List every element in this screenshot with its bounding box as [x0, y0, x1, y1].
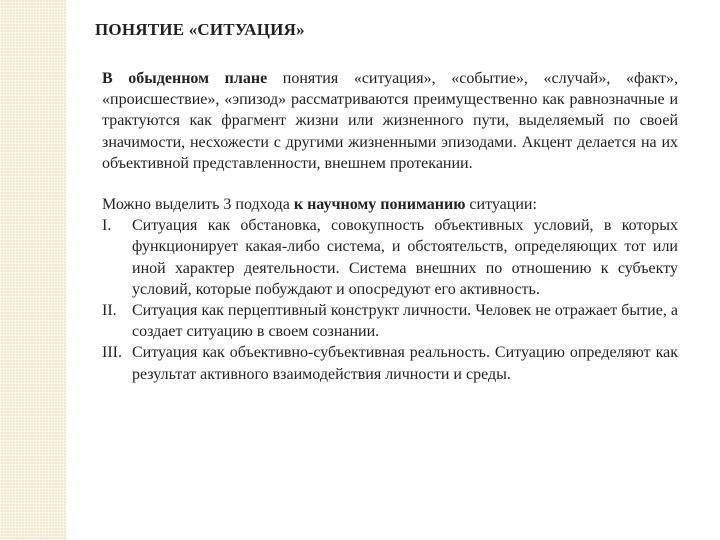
- list-item-number: II.: [102, 302, 117, 320]
- list-item-text: Ситуация как перцептивный конструкт личности. Человек не отражает бытие, а создает ситуацию в своем сознании.: [132, 302, 678, 341]
- approaches-list: [102, 215, 678, 385]
- approaches-intro-text: Можно выделить 3 подхода: [102, 196, 294, 214]
- list-item: [102, 342, 678, 384]
- approaches-intro-bold: к научному пониманию: [293, 196, 466, 214]
- list-item-number: III.: [102, 344, 122, 362]
- slide-title: ПОНЯТИЕ «СИТУАЦИЯ»: [95, 20, 305, 39]
- list-item: [102, 300, 678, 342]
- slide-content: [102, 68, 678, 385]
- approaches-intro: [102, 194, 678, 215]
- approaches-intro-end: ситуации:: [465, 196, 537, 214]
- list-item: [102, 215, 678, 300]
- everyday-meaning-text: понятия «ситуация», «событие», «случай», «факт», «происшествие», «эпизод» рассматриваются преимущественно как равнозначные и трактуются как фрагмент жизни или жизненного пути, выделяемый по своей значимости, несхожести с другими жизненными эпизодами. Акцент делается на их объективной представленности, внешнем протекании.: [102, 70, 679, 172]
- decorative-side-strip: [0, 0, 66, 540]
- list-item-number: I.: [102, 217, 112, 235]
- list-item-text: Ситуация как объективно-субъективная реальность. Ситуацию определяют как результат активного взаимодействия личности и среды.: [132, 344, 678, 383]
- everyday-meaning-paragraph: [102, 68, 678, 174]
- list-item-text: Ситуация как обстановка, совокупность объективных условий, в которых функционирует какая-либо система, и обстоятельств, определяющих тот или иной характер деятельности. Система внешних по отношению к субъекту условий, которые побуждают и опосредуют его активность.: [132, 217, 678, 298]
- everyday-meaning-lead: В обыденном плане: [102, 70, 268, 87]
